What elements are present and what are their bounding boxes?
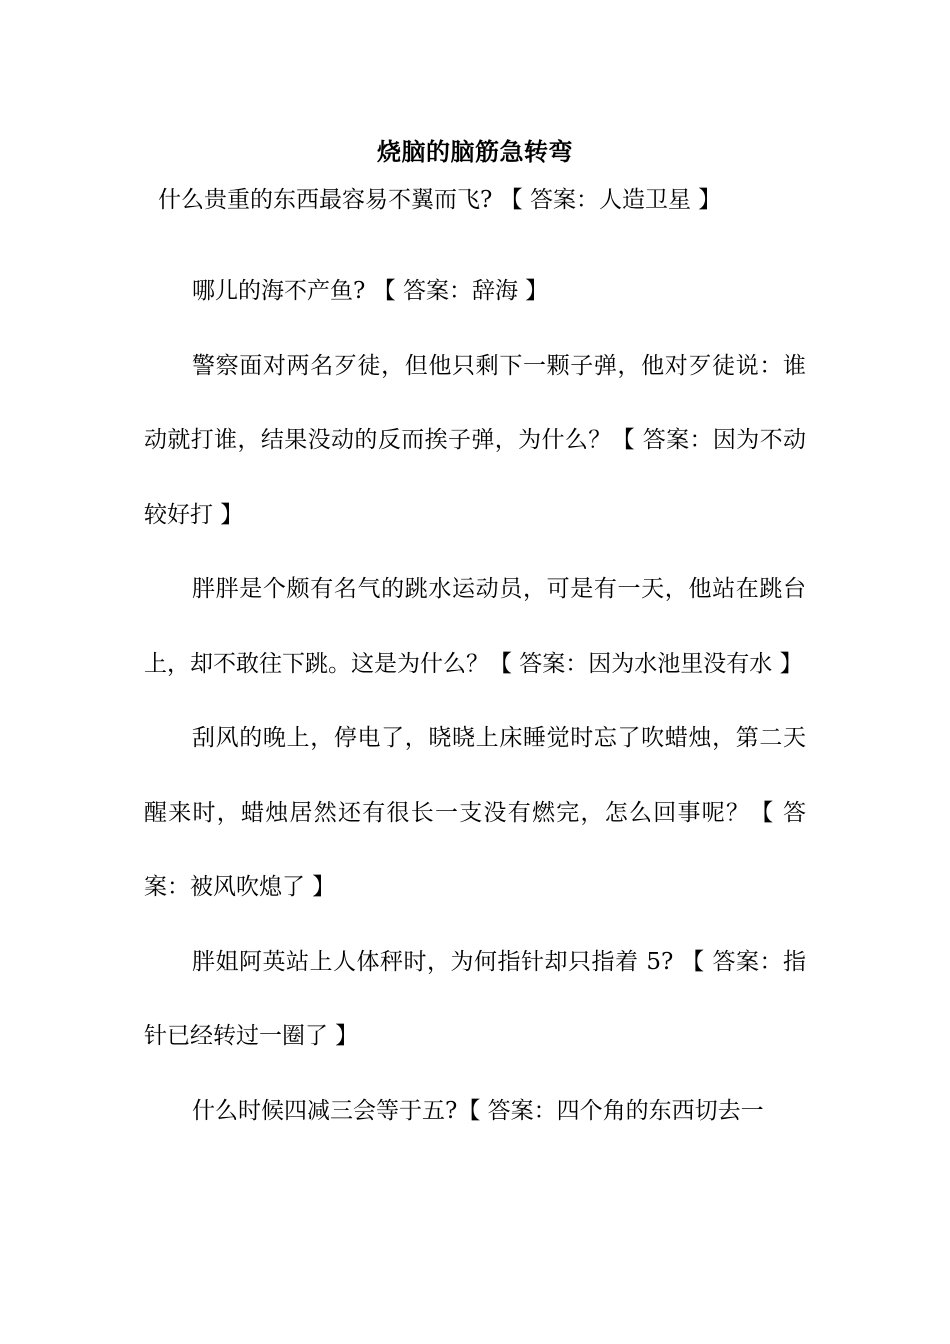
paragraph-6: 胖姐阿英站上人体秤时，为何指针却只指着 5? 【 答案：指针已经转过一圈了 】 bbox=[144, 948, 806, 1049]
paragraph-5: 刮风的晚上，停电了，晓晓上床睡觉时忘了吹蜡烛，第二天醒来时，蜡烛居然还有很长一支没有燃完，怎么回事呢？【 答案：被风吹熄了 】 bbox=[144, 725, 806, 900]
paragraph-7: 什么时候四减三会等于五?【 答案：四个角的东西切去一 bbox=[192, 1097, 764, 1124]
document-title: 烧脑的脑筋急转弯 bbox=[377, 137, 573, 166]
paragraph-2: 哪儿的海不产鱼? 【 答案：辞海 】 bbox=[192, 278, 549, 304]
paragraph-3: 警察面对两名歹徒，但他只剩下一颗子弹，他对歹徒说：谁动就打谁，结果没动的反而挨子弹，为什么？【 答案：因为不动较好打 】 bbox=[144, 352, 806, 528]
paragraph-4: 胖胖是个颇有名气的跳水运动员，可是有一天，他站在跳台上，却不敢往下跳。这是为什么？【 答案：因为水池里没有水 】 bbox=[144, 576, 806, 677]
paragraph-1: 什么贵重的东西最容易不翼而飞? 【 答案：人造卫星 】 bbox=[158, 187, 722, 213]
document-body bbox=[144, 254, 806, 1148]
